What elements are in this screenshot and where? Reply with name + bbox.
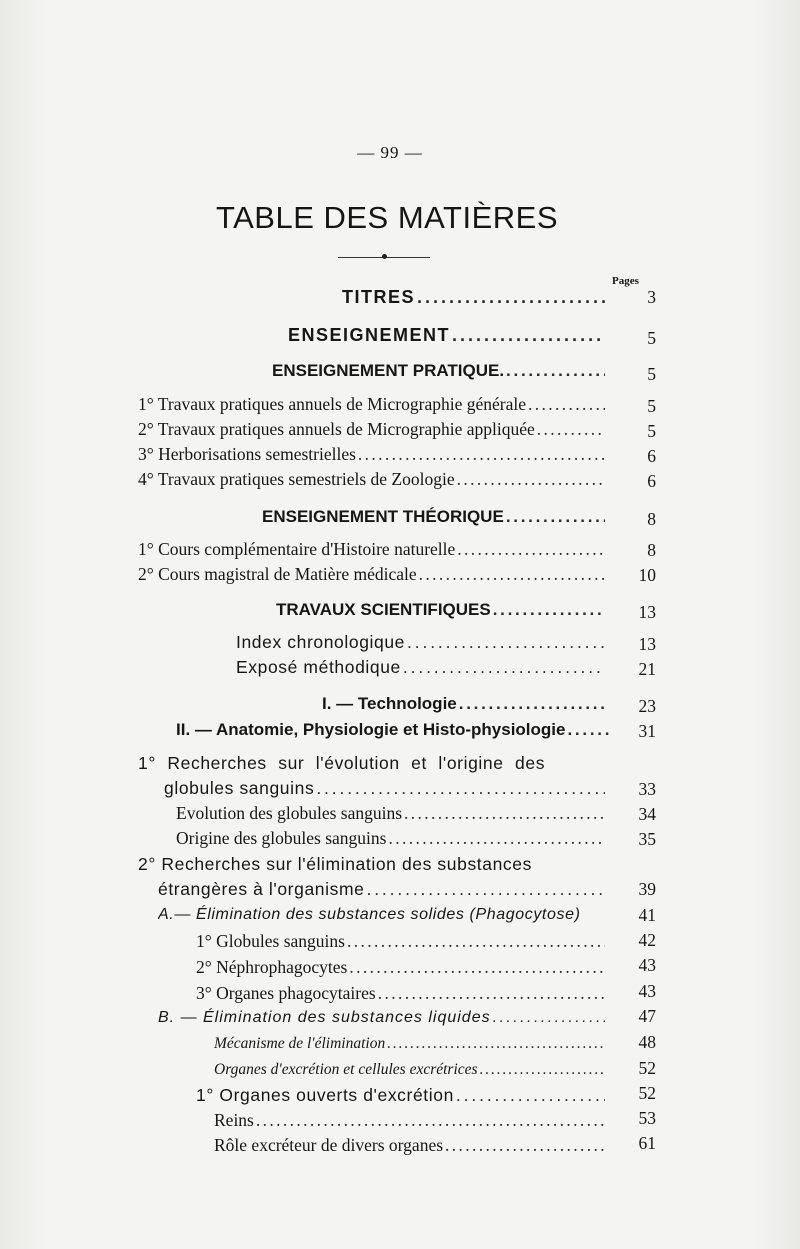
toc-page: 13: [638, 634, 656, 654]
toc-entry: Organes d'excrétion et cellules excrétrices . . .: [214, 1058, 605, 1082]
toc-page: 5: [647, 421, 656, 441]
toc-entry: Rôle excréteur de divers organes . . .: [214, 1133, 605, 1157]
toc-entry: Reins . . .: [214, 1108, 605, 1132]
toc-page: 35: [638, 829, 656, 849]
toc-entry: TITRES . . .: [342, 285, 605, 309]
toc-page: 6: [647, 471, 656, 491]
toc-page: 6: [647, 446, 656, 466]
toc-entry: I. — Technologie . . .: [322, 692, 605, 716]
toc-entry: ENSEIGNEMENT PRATIQUE. . . .: [272, 359, 605, 383]
toc-entry: Evolution des globules sanguins . . .: [176, 801, 605, 825]
toc-page: 52: [638, 1083, 656, 1103]
toc-entry: 1° Globules sanguins . . .: [196, 929, 605, 953]
toc-page: 61: [638, 1133, 656, 1153]
toc-page: 23: [638, 696, 656, 716]
toc-page: 3: [647, 287, 656, 307]
toc-page: 34: [638, 804, 656, 824]
toc-entry: Mécanisme de l'élimination . . .: [214, 1032, 605, 1056]
toc-page: 33: [638, 779, 656, 799]
toc-page: 10: [638, 565, 656, 585]
toc-entry: 1° Recherches sur l'évolution et l'origine des: [138, 753, 546, 773]
toc-page: 5: [647, 396, 656, 416]
toc-page: 41: [638, 905, 656, 925]
toc-page: 48: [638, 1032, 656, 1052]
toc-page: 21: [638, 659, 656, 679]
toc-page: 43: [638, 955, 656, 975]
toc-entry: 2° Recherches sur l'élimination des substances: [138, 854, 532, 874]
toc-page: 42: [638, 930, 656, 950]
toc-entry: ENSEIGNEMENT THÉORIQUE . . .: [262, 505, 605, 529]
toc-page: 52: [638, 1058, 656, 1078]
toc-page: 8: [647, 540, 656, 560]
toc-entry: 1° Organes ouverts d'excrétion . . .: [196, 1083, 605, 1107]
toc-entry: II. — Anatomie, Physiologie et Histo-physiologie . . .: [176, 718, 610, 742]
page-title: TABLE DES MATIÈRES: [215, 200, 559, 235]
toc-entry: ENSEIGNEMENT . . .: [288, 323, 605, 347]
toc-page: 39: [638, 879, 656, 899]
toc-entry: 1° Travaux pratiques annuels de Micrographie générale . . .: [138, 392, 605, 416]
toc-entry: 2° Cours magistral de Matière médicale . . .: [138, 562, 605, 586]
toc-page: 53: [638, 1108, 656, 1128]
toc-entry: 2° Travaux pratiques annuels de Micrographie appliquée . . .: [138, 417, 605, 441]
toc-page: 13: [638, 602, 656, 622]
page-number: — 99 —: [357, 143, 423, 162]
toc-page: 43: [638, 981, 656, 1001]
toc-entry: 3° Herborisations semestrielles . . .: [138, 442, 605, 466]
toc-entry: globules sanguins . . .: [164, 776, 605, 800]
pages-column-label: Pages: [612, 275, 639, 287]
toc-entry: 1° Cours complémentaire d'Histoire naturelle . . .: [138, 537, 605, 561]
toc-entry: Exposé méthodique . . .: [236, 655, 605, 679]
toc-page: 5: [647, 364, 656, 384]
toc-entry: étrangères à l'organisme . . .: [158, 877, 605, 901]
toc-entry: Origine des globules sanguins . . .: [176, 826, 605, 850]
toc-entry: A.— Élimination des substances solides (Phagocytose): [158, 906, 581, 923]
toc-entry: 2° Néphrophagocytes . . .: [196, 955, 605, 979]
toc-page: 31: [638, 721, 656, 741]
toc-entry: TRAVAUX SCIENTIFIQUES . . .: [276, 598, 605, 622]
toc-entry: B. — Élimination des substances liquides . . .: [158, 1006, 605, 1030]
toc-page: 8: [647, 509, 656, 529]
toc-entry: 3° Organes phagocytaires . . .: [196, 981, 605, 1005]
toc-entry: 4° Travaux pratiques semestriels de Zoologie . . .: [138, 467, 605, 491]
toc-page: 5: [647, 328, 656, 348]
toc-entry: Index chronologique . . .: [236, 630, 605, 654]
toc-page: 47: [638, 1006, 656, 1026]
